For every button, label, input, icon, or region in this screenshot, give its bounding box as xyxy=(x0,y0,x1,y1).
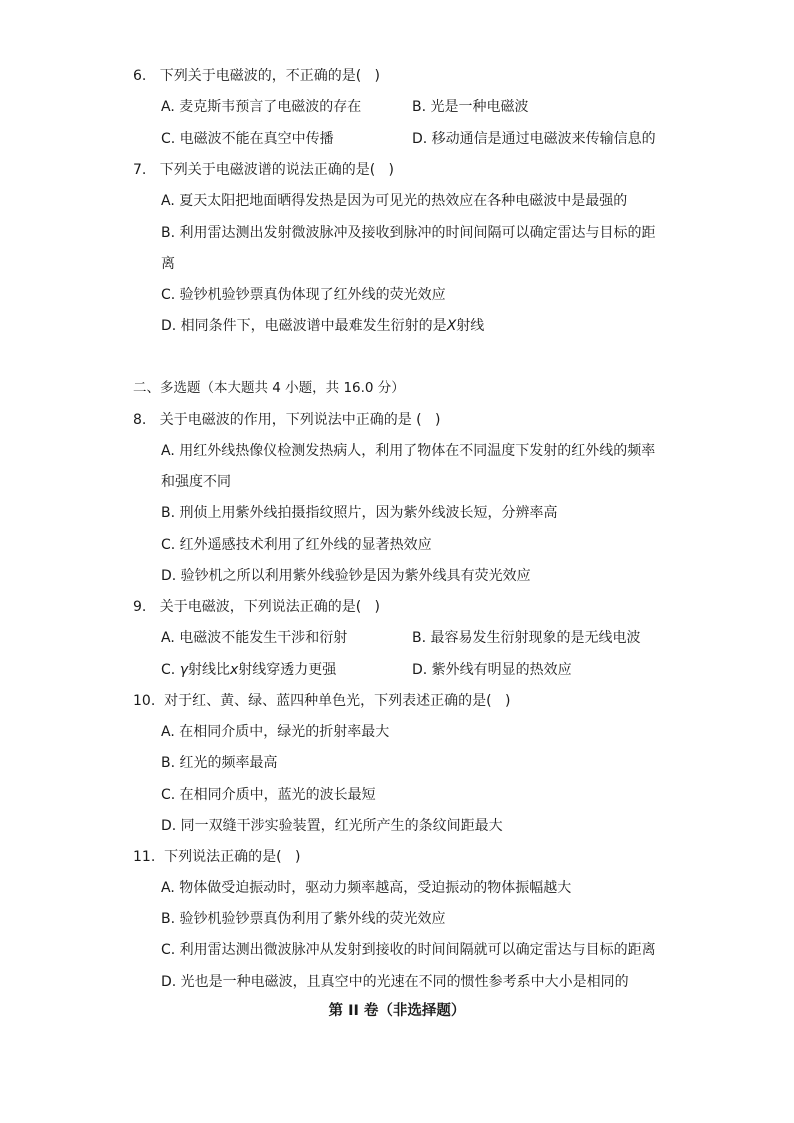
question-6-option-c: C. 电磁波不能在真空中传播 xyxy=(161,131,334,147)
question-8-option-c: C. 红外遥感技术利用了红外线的显著热效应 xyxy=(161,537,432,553)
question-11-option-a: A. 物体做受迫振动时，驱动力频率越高，受迫振动的物体振幅越大 xyxy=(161,880,572,896)
q7d-text-pre: D. 相同条件下，电磁波谱中最难发生衍射的是 xyxy=(161,318,447,334)
section-multiple-choice-heading: 二、多选题（本大题共 4 小题，共 16.0 分） xyxy=(133,380,405,396)
q9c-text-post: 射线穿透力更强 xyxy=(238,662,337,678)
question-6-option-d: D. 移动通信是通过电磁波来传输信息的 xyxy=(412,131,656,147)
question-8-option-a: A. 用红外线热像仪检测发热病人，利用了物体在不同温度下发射的红外线的频率 xyxy=(161,443,656,459)
question-6-option-a: A. 麦克斯韦预言了电磁波的存在 xyxy=(161,99,362,115)
question-11-option-b: B. 验钞机验钞票真伪利用了紫外线的荧光效应 xyxy=(161,911,446,927)
question-11-option-c: C. 利用雷达测出微波脉冲从发射到接收的时间间隔就可以确定雷达与目标的距离 xyxy=(161,942,656,958)
question-8-stem: 8. 关于电磁波的作用，下列说法中正确的是 ( ) xyxy=(133,412,441,428)
part-2-heading: 第 II 卷（非选择题） xyxy=(328,1003,466,1019)
question-10-option-c: C. 在相同介质中，蓝光的波长最短 xyxy=(161,787,376,803)
question-10-option-d: D. 同一双缝干涉实验装置，红光所产生的条纹间距最大 xyxy=(161,818,503,834)
question-9-option-d: D. 紫外线有明显的热效应 xyxy=(412,662,572,678)
q9c-symbol-x: x xyxy=(229,662,239,678)
question-9-option-c xyxy=(161,660,336,680)
question-9-stem: 9. 关于电磁波，下列说法正确的是( ) xyxy=(133,599,380,615)
question-8-option-d: D. 验钞机之所以利用紫外线验钞是因为紫外线具有荧光效应 xyxy=(161,568,531,584)
question-7-option-c: C. 验钞机验钞票真伪体现了红外线的荧光效应 xyxy=(161,287,446,303)
q9c-text-mid: 射线比 xyxy=(187,662,230,678)
question-7-stem: 7. 下列关于电磁波谱的说法正确的是( ) xyxy=(133,162,394,178)
question-7-option-b-cont: 离 xyxy=(161,256,175,272)
q7d-symbol-x: X xyxy=(446,318,457,334)
question-10-option-a: A. 在相同介质中，绿光的折射率最大 xyxy=(161,724,390,740)
question-7-option-b: B. 利用雷达测出发射微波脉冲及接收到脉冲的时间间隔可以确定雷达与目标的距 xyxy=(161,225,656,241)
q9c-text-pre: C. xyxy=(161,662,180,678)
question-8-option-b: B. 刑侦上用紫外线拍摄指纹照片，因为紫外线波长短，分辨率高 xyxy=(161,505,558,521)
question-11-option-d: D. 光也是一种电磁波，且真空中的光速在不同的惯性参考系中大小是相同的 xyxy=(161,974,629,990)
q7d-text-post: 射线 xyxy=(456,318,485,334)
question-10-option-b: B. 红光的频率最高 xyxy=(161,755,278,771)
question-7-option-a: A. 夏天太阳把地面晒得发热是因为可见光的热效应在各种电磁波中是最强的 xyxy=(161,193,628,209)
question-11-stem: 11. 下列说法正确的是( ) xyxy=(133,849,301,865)
question-6-option-b: B. 光是一种电磁波 xyxy=(412,99,529,115)
question-9-option-a: A. 电磁波不能发生干涉和衍射 xyxy=(161,630,348,646)
q9c-symbol-gamma: γ xyxy=(179,662,188,678)
question-6-stem: 6. 下列关于电磁波的，不正确的是( ) xyxy=(133,68,380,84)
question-7-option-d xyxy=(161,316,484,336)
question-10-stem: 10. 对于红、黄、绿、蓝四种单色光，下列表述正确的是( ) xyxy=(133,693,511,709)
question-9-option-b: B. 最容易发生衍射现象的是无线电波 xyxy=(412,630,641,646)
question-8-option-a-cont: 和强度不同 xyxy=(161,474,231,490)
